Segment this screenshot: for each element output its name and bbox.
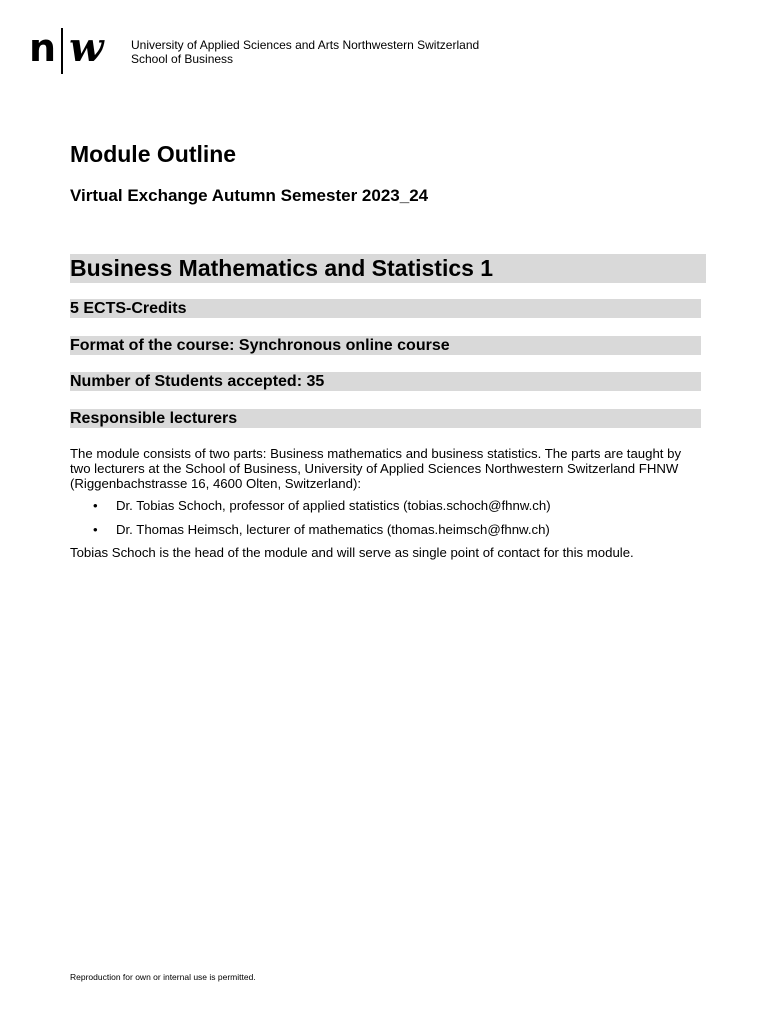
course-format-heading: Format of the course: Synchronous online course bbox=[70, 336, 701, 355]
list-item bbox=[70, 498, 551, 522]
contact-note: Tobias Schoch is the head of the module and will serve as single point of contact for this module. bbox=[70, 545, 634, 560]
footer-note: Reproduction for own or internal use is permitted. bbox=[70, 972, 256, 982]
ects-credits-heading: 5 ECTS-Credits bbox=[70, 299, 701, 318]
logo-letter-w: w bbox=[69, 24, 104, 71]
fhnw-logo bbox=[29, 24, 104, 74]
students-accepted-heading: Number of Students accepted: 35 bbox=[70, 372, 701, 391]
semester-subtitle: Virtual Exchange Autumn Semester 2023_24 bbox=[70, 186, 429, 205]
bullet-icon: • bbox=[93, 498, 98, 513]
institution-name bbox=[131, 38, 479, 66]
course-title-heading: Business Mathematics and Statistics 1 bbox=[70, 254, 706, 283]
lecturer-list bbox=[70, 498, 551, 546]
logo-divider bbox=[61, 28, 63, 74]
list-item bbox=[70, 522, 551, 546]
bullet-icon: • bbox=[93, 522, 98, 537]
lecturer-entry: Dr. Tobias Schoch, professor of applied statistics (tobias.schoch@fhnw.ch) bbox=[116, 498, 551, 513]
institution-line-school: School of Business bbox=[131, 52, 234, 66]
responsible-lecturers-heading: Responsible lecturers bbox=[70, 409, 701, 428]
logo-letter-n: n bbox=[29, 26, 56, 70]
lecturer-entry: Dr. Thomas Heimsch, lecturer of mathematics (thomas.heimsch@fhnw.ch) bbox=[116, 522, 550, 537]
document-title: Module Outline bbox=[70, 141, 237, 167]
institution-line-university: University of Applied Sciences and Arts Northwestern Switzerland bbox=[131, 38, 480, 52]
module-intro-paragraph: The module consists of two parts: Business mathematics and business statistics. The parts are taught by two lecturers at the School of Business, University of Applied Sciences Northwestern Switzerland FHNW (Riggenbachstrasse 16, 4600 Olten, Switzerland): bbox=[70, 446, 682, 491]
